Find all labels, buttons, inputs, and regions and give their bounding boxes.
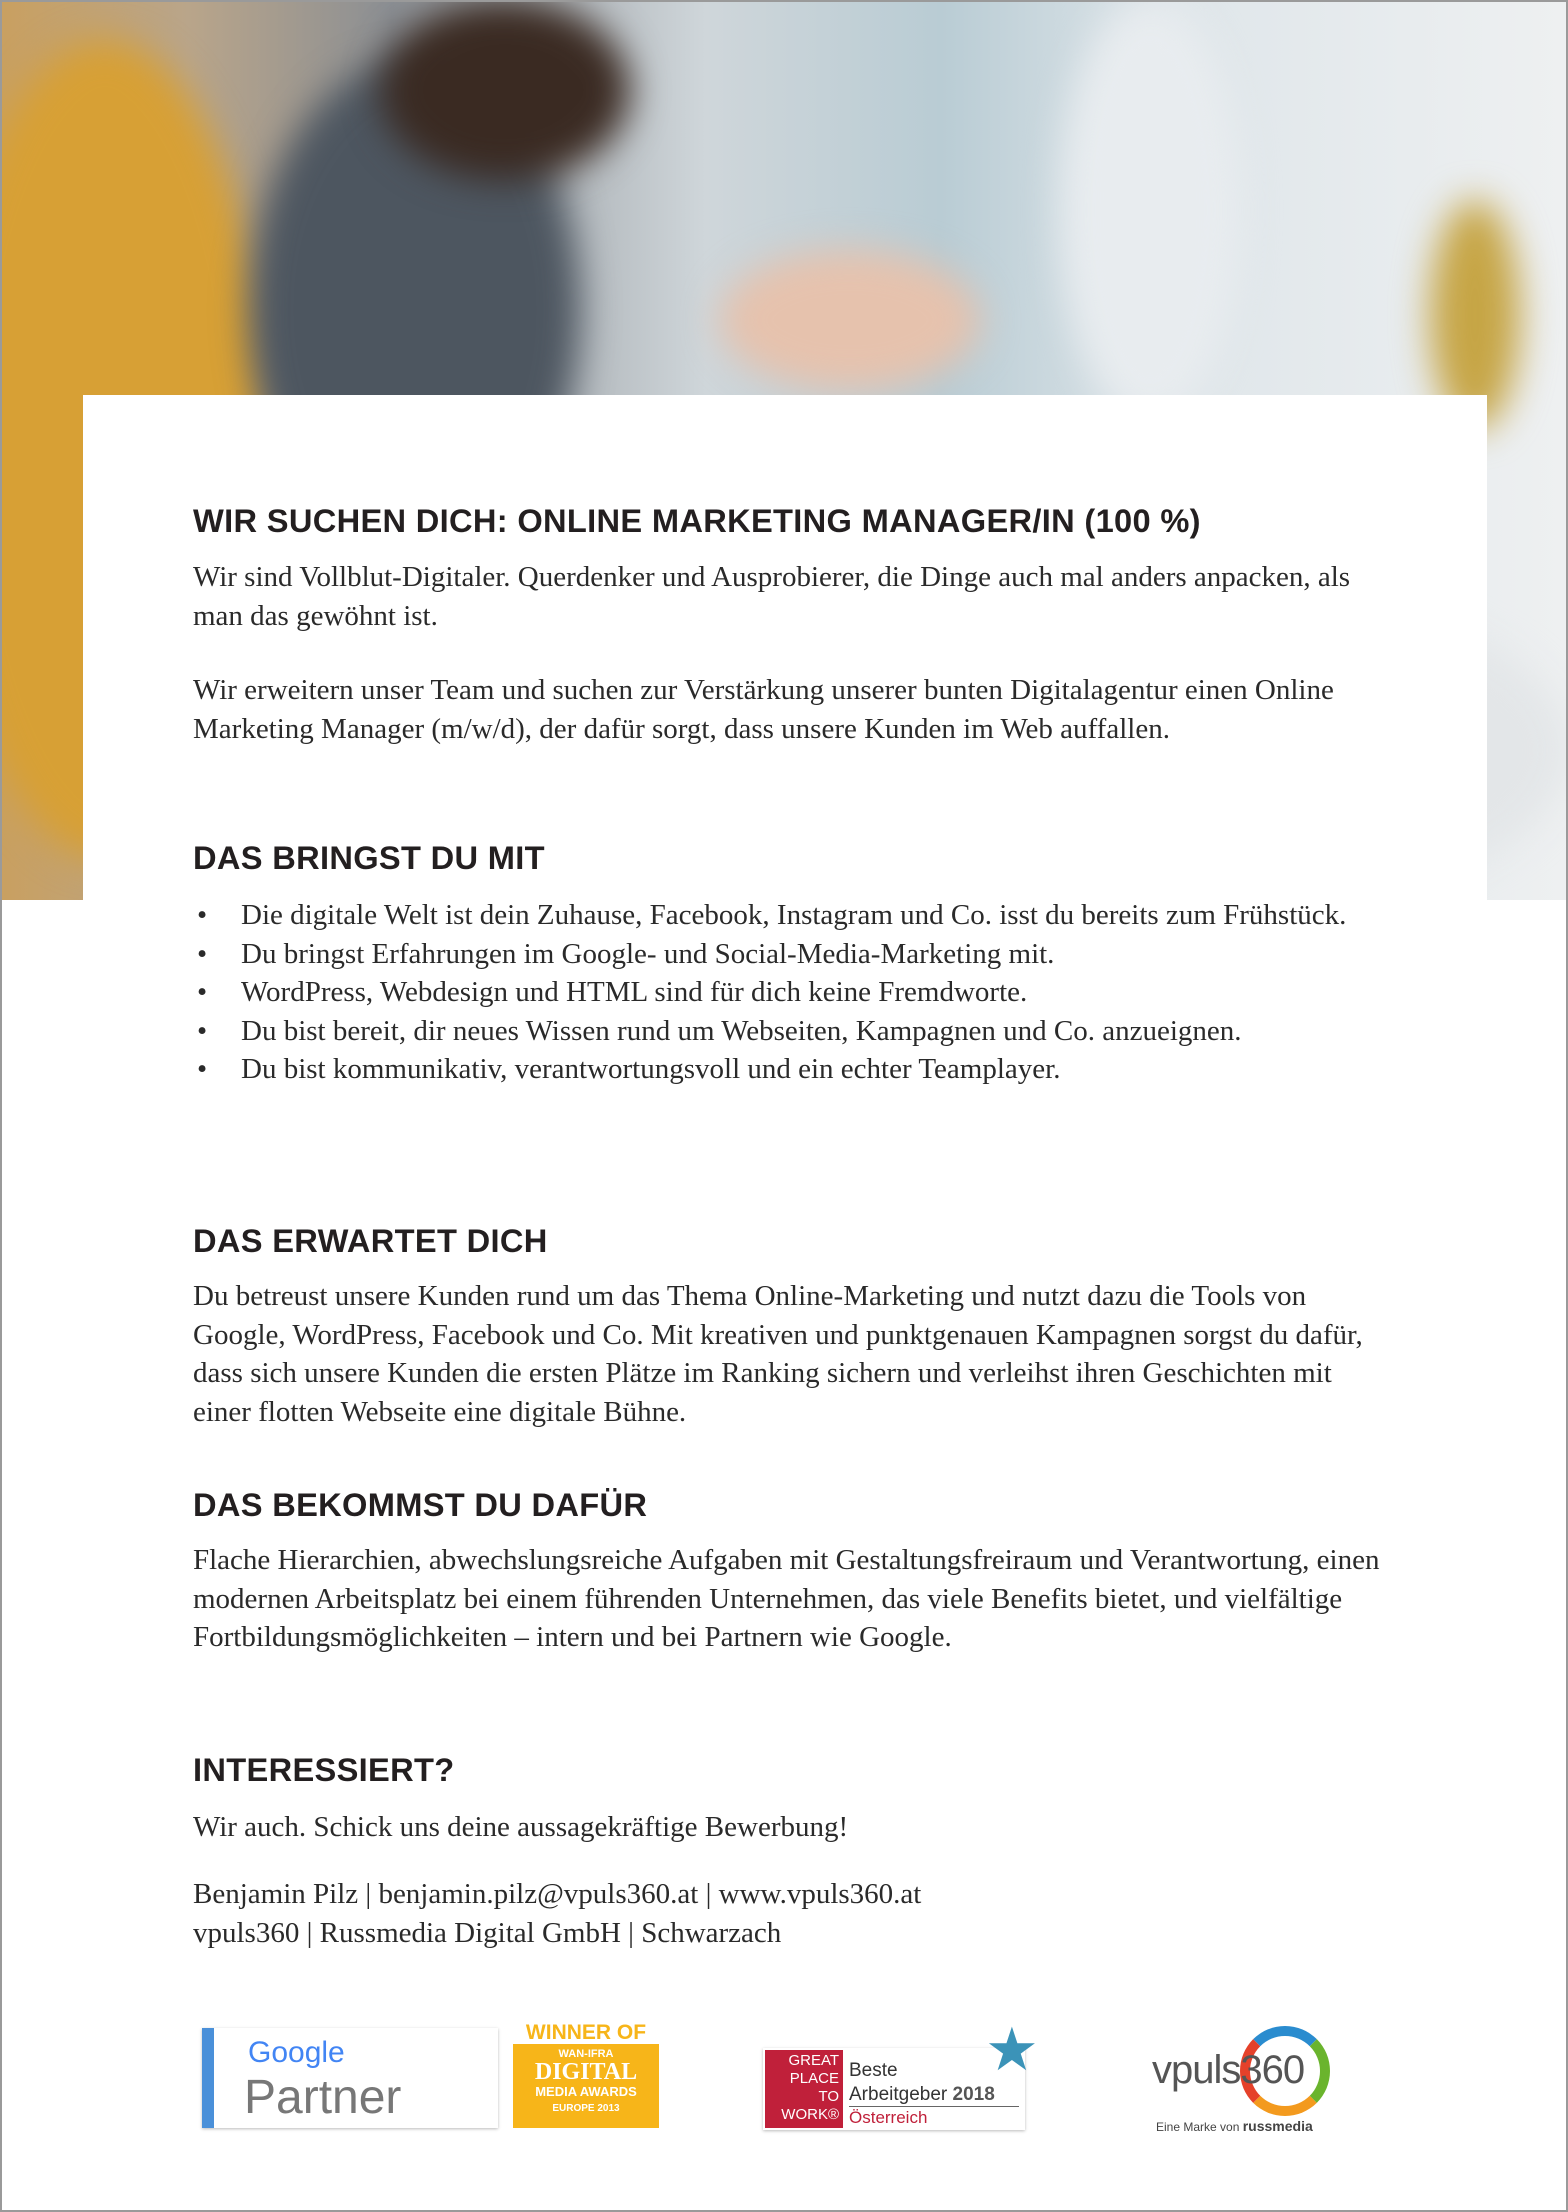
list-item: • Du bist kommunikativ, verantwortungsvoll und ein echter Teamplayer. (193, 1050, 1373, 1089)
website-link[interactable]: www.vpuls360.at (718, 1878, 922, 1910)
gptw-year: 2018 (952, 2084, 995, 2105)
russmedia-wordmark: russmedia (1242, 2118, 1313, 2134)
contact-name: Benjamin Pilz (193, 1878, 359, 1910)
benefits-text: Flache Hierarchien, abwechslungsreiche Aufgaben mit Gestaltungsfreiraum und Verantwortung, einen modernen Arbeitsplatz bei einem führenden Unternehmen, das viele Benefits bietet, und vielfältige Fortbildungsmöglichkeiten – intern und bei Partnern wie Google. (193, 1544, 1380, 1653)
company-line: vpuls360 | Russmedia Digital GmbH | Schwarzach (193, 1917, 782, 1949)
list-item: • Du bringst Erfahrungen im Google- und Social-Media-Marketing mit. (193, 935, 1373, 974)
gptw-arbeitgeber: Arbeitgeber (849, 2084, 948, 2105)
job-title: WIR SUCHEN DICH: ONLINE MARKETING MANAGER/IN (100 %) (193, 503, 1201, 539)
contact-email-link[interactable]: benjamin.pilz@vpuls360.at (378, 1878, 699, 1910)
list-item: • Die digitale Welt ist dein Zuhause, Facebook, Instagram und Co. isst du bereits zum Frühstück. (193, 896, 1373, 935)
intro-text: Wir sind Vollblut-Digitaler. Querdenker und Ausprobierer, die Dinge auch mal anders anpacken, als man das gewöhnt ist. (193, 561, 1351, 632)
section-title-expect: DAS ERWARTET DICH (193, 1223, 548, 1259)
intro-text-2: Wir erweitern unser Team und suchen zur Verstärkung unserer bunten Digitalagentur einen Online Marketing Manager (m/w/d), der dafür sorgt, dass unsere Kunden im Web auffallen. (193, 674, 1334, 745)
section-title-bring: DAS BRINGST DU MIT (193, 840, 545, 876)
interest-text: Wir auch. Schick uns deine aussagekräftige Bewerbung! (193, 1811, 849, 1843)
requirements-list (193, 896, 1373, 1089)
google-partner-logo (202, 2028, 498, 2128)
gptw-country: Österreich (849, 2108, 928, 2127)
vpuls-tagline (1156, 2118, 1313, 2134)
list-item: • Du bist bereit, dir neues Wissen rund um Webseiten, Kampagnen und Co. anzueignen. (193, 1012, 1373, 1051)
digital-media-award-logo (513, 2022, 659, 2130)
award-org: WAN-IFRA (558, 2048, 614, 2060)
star-icon: ★ (985, 2017, 1039, 2083)
gptw-beste: Beste (849, 2060, 898, 2081)
vpuls-wordmark: vpuls360 (1152, 2048, 1305, 2092)
award-subtitle: MEDIA AWARDS (535, 2084, 637, 2099)
gptw-text: WORK® (781, 2106, 839, 2123)
gptw-badge (765, 2050, 843, 2128)
partner-wordmark: Partner (244, 2071, 402, 2124)
section-title-get: DAS BEKOMMST DU DAFÜR (193, 1487, 648, 1523)
gptw-text: GREAT (788, 2052, 839, 2069)
vpuls360-logo (1150, 2026, 1370, 2136)
gptw-text: TO (818, 2088, 839, 2105)
google-wordmark: Google (248, 2036, 345, 2069)
award-title: DIGITAL (534, 2059, 638, 2085)
gptw-employer (849, 2084, 1019, 2107)
tagline-text: Eine Marke von (1156, 2120, 1240, 2134)
contact-line: Benjamin Pilz | benjamin.pilz@vpuls360.at | www.vpuls360.at (193, 1878, 922, 1910)
award-winner-text: WINNER OF (525, 2021, 647, 2044)
expect-text: Du betreust unsere Kunden rund um das Thema Online-Marketing und nutzt dazu die Tools von Google, WordPress, Facebook und Co. Mit kreativen und punktgenauen Kampagnen sorgst du dafür, dass sich unsere Kunden die ersten Plätze im Ranking sichern und verleihst ihren Geschichten mit einer flotten Webseite eine digitale Bühne. (193, 1280, 1363, 1428)
award-year: EUROPE 2013 (552, 2103, 620, 2114)
logo-bar (0, 2017, 1568, 2140)
list-item: • WordPress, Webdesign und HTML sind für dich keine Fremdworte. (193, 973, 1373, 1012)
gptw-text: PLACE (789, 2070, 839, 2087)
award-badge (513, 2044, 659, 2128)
section-title-interest: INTERESSIERT? (193, 1752, 455, 1788)
